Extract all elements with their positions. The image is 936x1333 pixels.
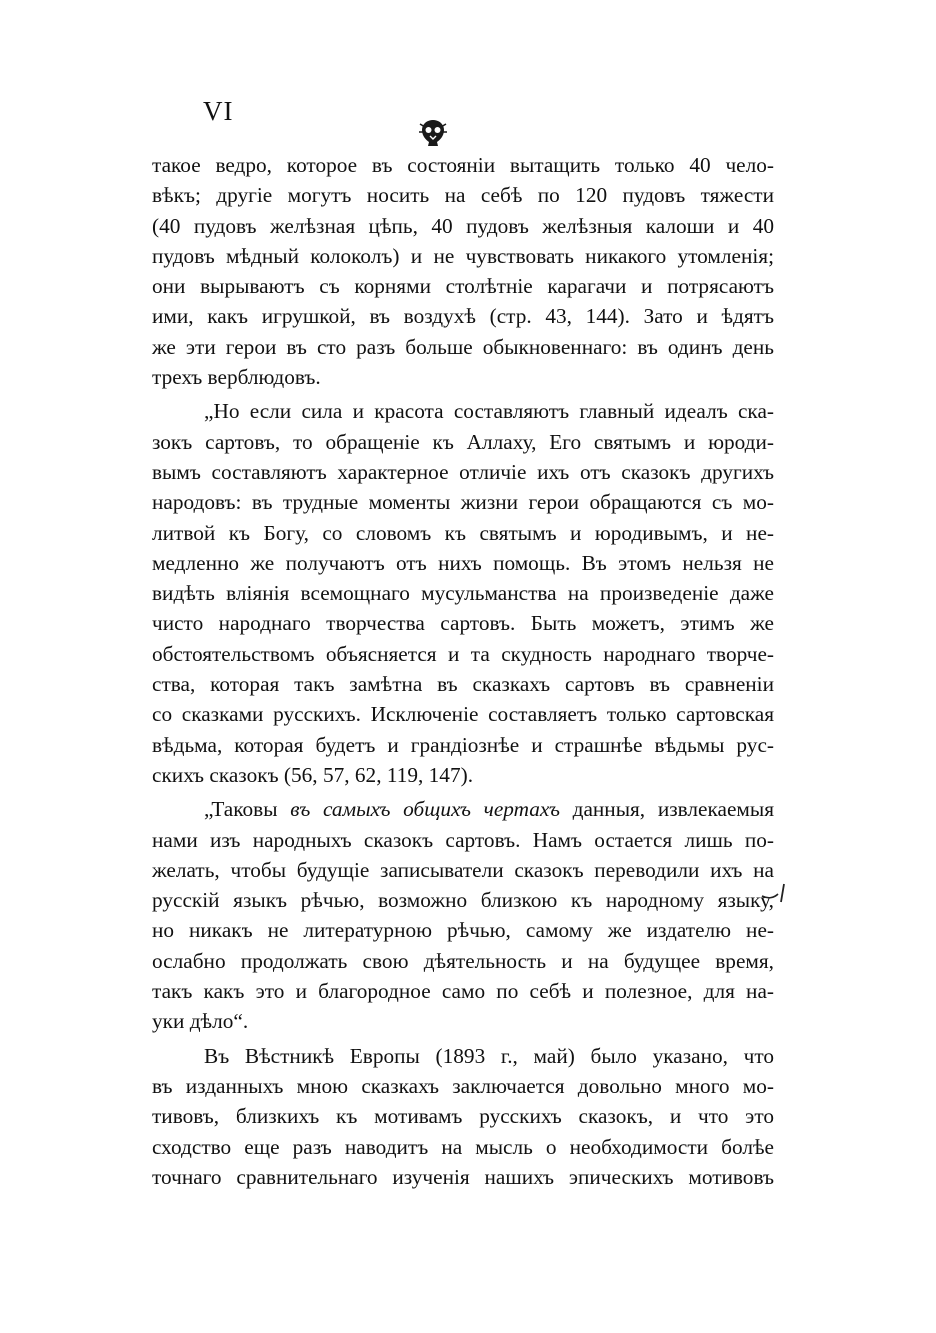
handwritten-correction-mark-icon xyxy=(760,880,790,904)
text-line: со сказками русскихъ. Исключенiе составляетъ только сартовская xyxy=(152,702,774,727)
text-line: медленно же получаютъ отъ нихъ помощь. Въ этомъ нельзя не xyxy=(152,550,774,575)
text-line: (40 пудовъ желѣзная цѣпь, 40 пудовъ желѣзныя калоши и 40 xyxy=(152,213,774,238)
text-line: пудовъ мѣдный колоколъ) и не чувствовать никакого утомленiя; xyxy=(152,243,774,268)
text-line: но никакъ не литературною рѣчью, самому же издателю не- xyxy=(152,918,774,943)
text-line: обстоятельствомъ объясняется и та скудность народнаго творче- xyxy=(152,641,774,666)
text-line: точнаго сравнительнаго изученiя нашихъ эпическихъ мотивовъ xyxy=(152,1164,774,1189)
paragraph-1 xyxy=(152,150,774,392)
text-line: ства, которая такъ замѣтна въ сказкахъ сартовъ въ сравненiи xyxy=(152,672,774,697)
text-line: они вырываютъ съ корнями столѣтнiе карагачи и потрясаютъ xyxy=(152,274,774,299)
text-line: вѣдьма, которая будетъ и грандiознѣе и страшнѣе вѣдьмы рус- xyxy=(152,732,774,757)
text-line: желать, чтобы будущiе записыватели сказокъ переводили ихъ на xyxy=(152,857,774,882)
text-line: въ изданныхъ мною сказкахъ заключается довольно много мо- xyxy=(152,1073,774,1098)
page-number: VI xyxy=(203,96,234,126)
text-line: ими, какъ игрушкой, въ воздухѣ (стр. 43, 144). Зато и ѣдятъ xyxy=(152,304,774,329)
text-line: видѣть влiянiя всемощнаго мусульманства на произведенiе даже xyxy=(152,581,774,606)
paragraph-4 xyxy=(152,1041,774,1192)
text-line: сходство еще разъ наводитъ на мысль о необходимости болѣе xyxy=(152,1134,774,1159)
text-line: литвой къ Богу, со словомъ къ святымъ и юродивымъ, и не- xyxy=(152,520,774,545)
text-line: чисто народнаго творчества сартовъ. Быть можетъ, этимъ же xyxy=(152,611,774,636)
text-line: русскiй языкъ рѣчью, возможно близкою къ народному языку, xyxy=(152,888,774,913)
text-line: такое ведро, которое въ состоянiи вытащить только 40 чело- xyxy=(152,153,774,177)
text-fragment: „Таковы xyxy=(204,797,291,822)
text-line: народовъ: въ трудные моменты жизни герои обращаются съ мо- xyxy=(152,490,774,515)
paragraph-2 xyxy=(152,396,774,790)
text-line: вымъ составляютъ характерное отличiе ихъ отъ сказокъ другихъ xyxy=(152,459,774,484)
text-line: Въ Вѣстникѣ Европы (1893 г., май) было указано, что xyxy=(204,1043,774,1068)
text-line: уки дѣло“. xyxy=(152,1009,249,1034)
text-line: „Но если сила и красота составляютъ главный идеалъ ска- xyxy=(204,399,774,424)
text-line: тивовъ, близкихъ къ мотивамъ русскихъ сказокъ, и что это xyxy=(152,1104,774,1129)
paragraph-3 xyxy=(152,794,774,1036)
text-line: зокъ сартовъ, то обращенiе къ Аллаху, Его святымъ и юроди- xyxy=(152,429,774,454)
text-line: ослабно продолжать свою дѣятельность и на будущее время, xyxy=(152,948,774,973)
text-line: скихъ сказокъ (56, 57, 62, 119, 147). xyxy=(152,762,474,787)
text-fragment: данныя, извлекаемыя xyxy=(559,797,775,822)
text-line: такъ какъ это и благородное само по себѣ и полезное, для на- xyxy=(152,979,774,1004)
text-line: трехъ верблюдовъ. xyxy=(152,365,321,390)
text-line: нами изъ народныхъ сказокъ сартовъ. Намъ остается лишь по- xyxy=(152,827,774,852)
text-line: же эти герои въ сто разъ больше обыкновеннаго: въ одинъ день xyxy=(152,334,774,359)
printer-ornament-icon xyxy=(416,118,450,148)
text-line: вѣкъ; другiе могутъ носить на себѣ по 120 пудовъ тяжести xyxy=(152,183,774,208)
text-line xyxy=(152,794,774,824)
italic-phrase: въ самыхъ общихъ чертахъ xyxy=(290,797,560,822)
page-text xyxy=(152,150,774,1192)
